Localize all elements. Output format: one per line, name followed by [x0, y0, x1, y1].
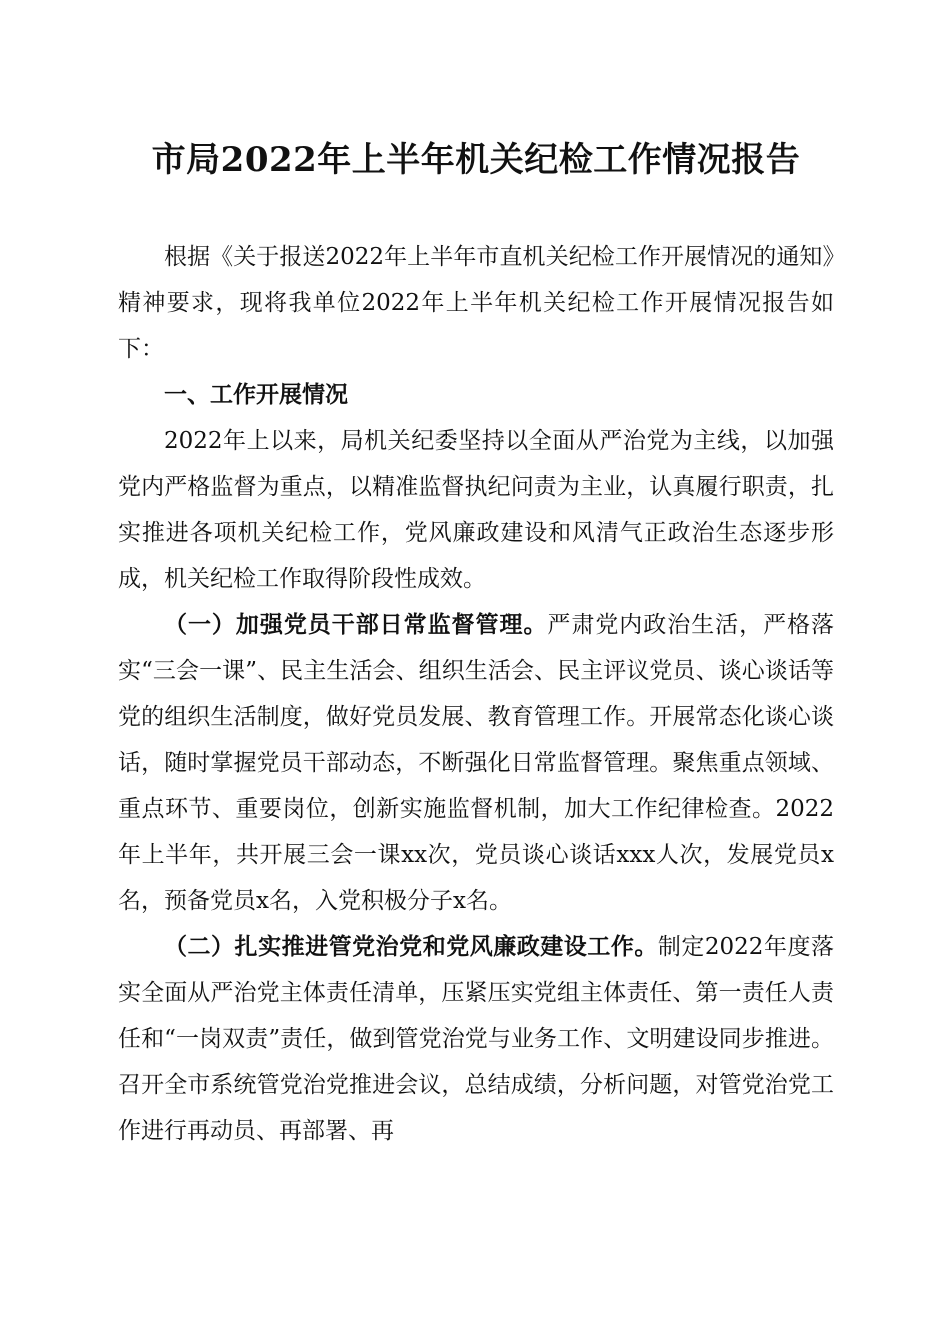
item-text-1: 严肃党内政治生活，严格落实“三会一课”、民主生活会、组织生活会、民主评议党员、谈心谈话等党的组织生活制度，做好党员发展、教育管理工作。开展常态化谈心谈话，随时掌握党员干部动态，不断强化日常监督管理。聚焦重点领域、重点环节、重要岗位，创新实施监督机制，加大工作纪律检查。2022年上半年，共开展三会一课xx次，党员谈心谈话xxx人次，发展党员x名，预备党员x名，入党积极分子x名。: [118, 612, 835, 914]
section-paragraph: 2022年上以来，局机关纪委坚持以全面从严治党为主线，以加强党内严格监督为重点，以精准监督执纪问责为主业，认真履行职责，扎实推进各项机关纪检工作，党风廉政建设和风清气正政治生态逐步形成，机关纪检工作取得阶段性成效。: [118, 428, 834, 592]
section-heading: 一、工作开展情况: [164, 382, 348, 408]
intro-paragraph: 根据《关于报送2022年上半年市直机关纪检工作开展情况的通知》精神要求，现将我单位2022年上半年机关纪检工作开展情况报告如下：: [118, 244, 834, 362]
item-paragraph-1: [118, 602, 834, 924]
item-paragraph-2: [118, 924, 834, 1154]
item-lead-2: （二）扎实推进管党治党和党风廉政建设工作。: [164, 933, 658, 960]
document-body: [118, 234, 834, 1154]
item-lead-1: （一）加强党员干部日常监督管理。: [164, 611, 548, 638]
document-page: [118, 130, 834, 1154]
document-title: 市局2022年上半年机关纪检工作情况报告: [151, 140, 801, 180]
item-text-2: 制定2022年度落实全面从严治党主体责任清单，压紧压实党组主体责任、第一责任人责任和“一岗双责”责任，做到管党治党与业务工作、文明建设同步推进。召开全市系统管党治党推进会议，总结成绩，分析问题，对管党治党工作进行再动员、再部署、再: [118, 934, 834, 1144]
